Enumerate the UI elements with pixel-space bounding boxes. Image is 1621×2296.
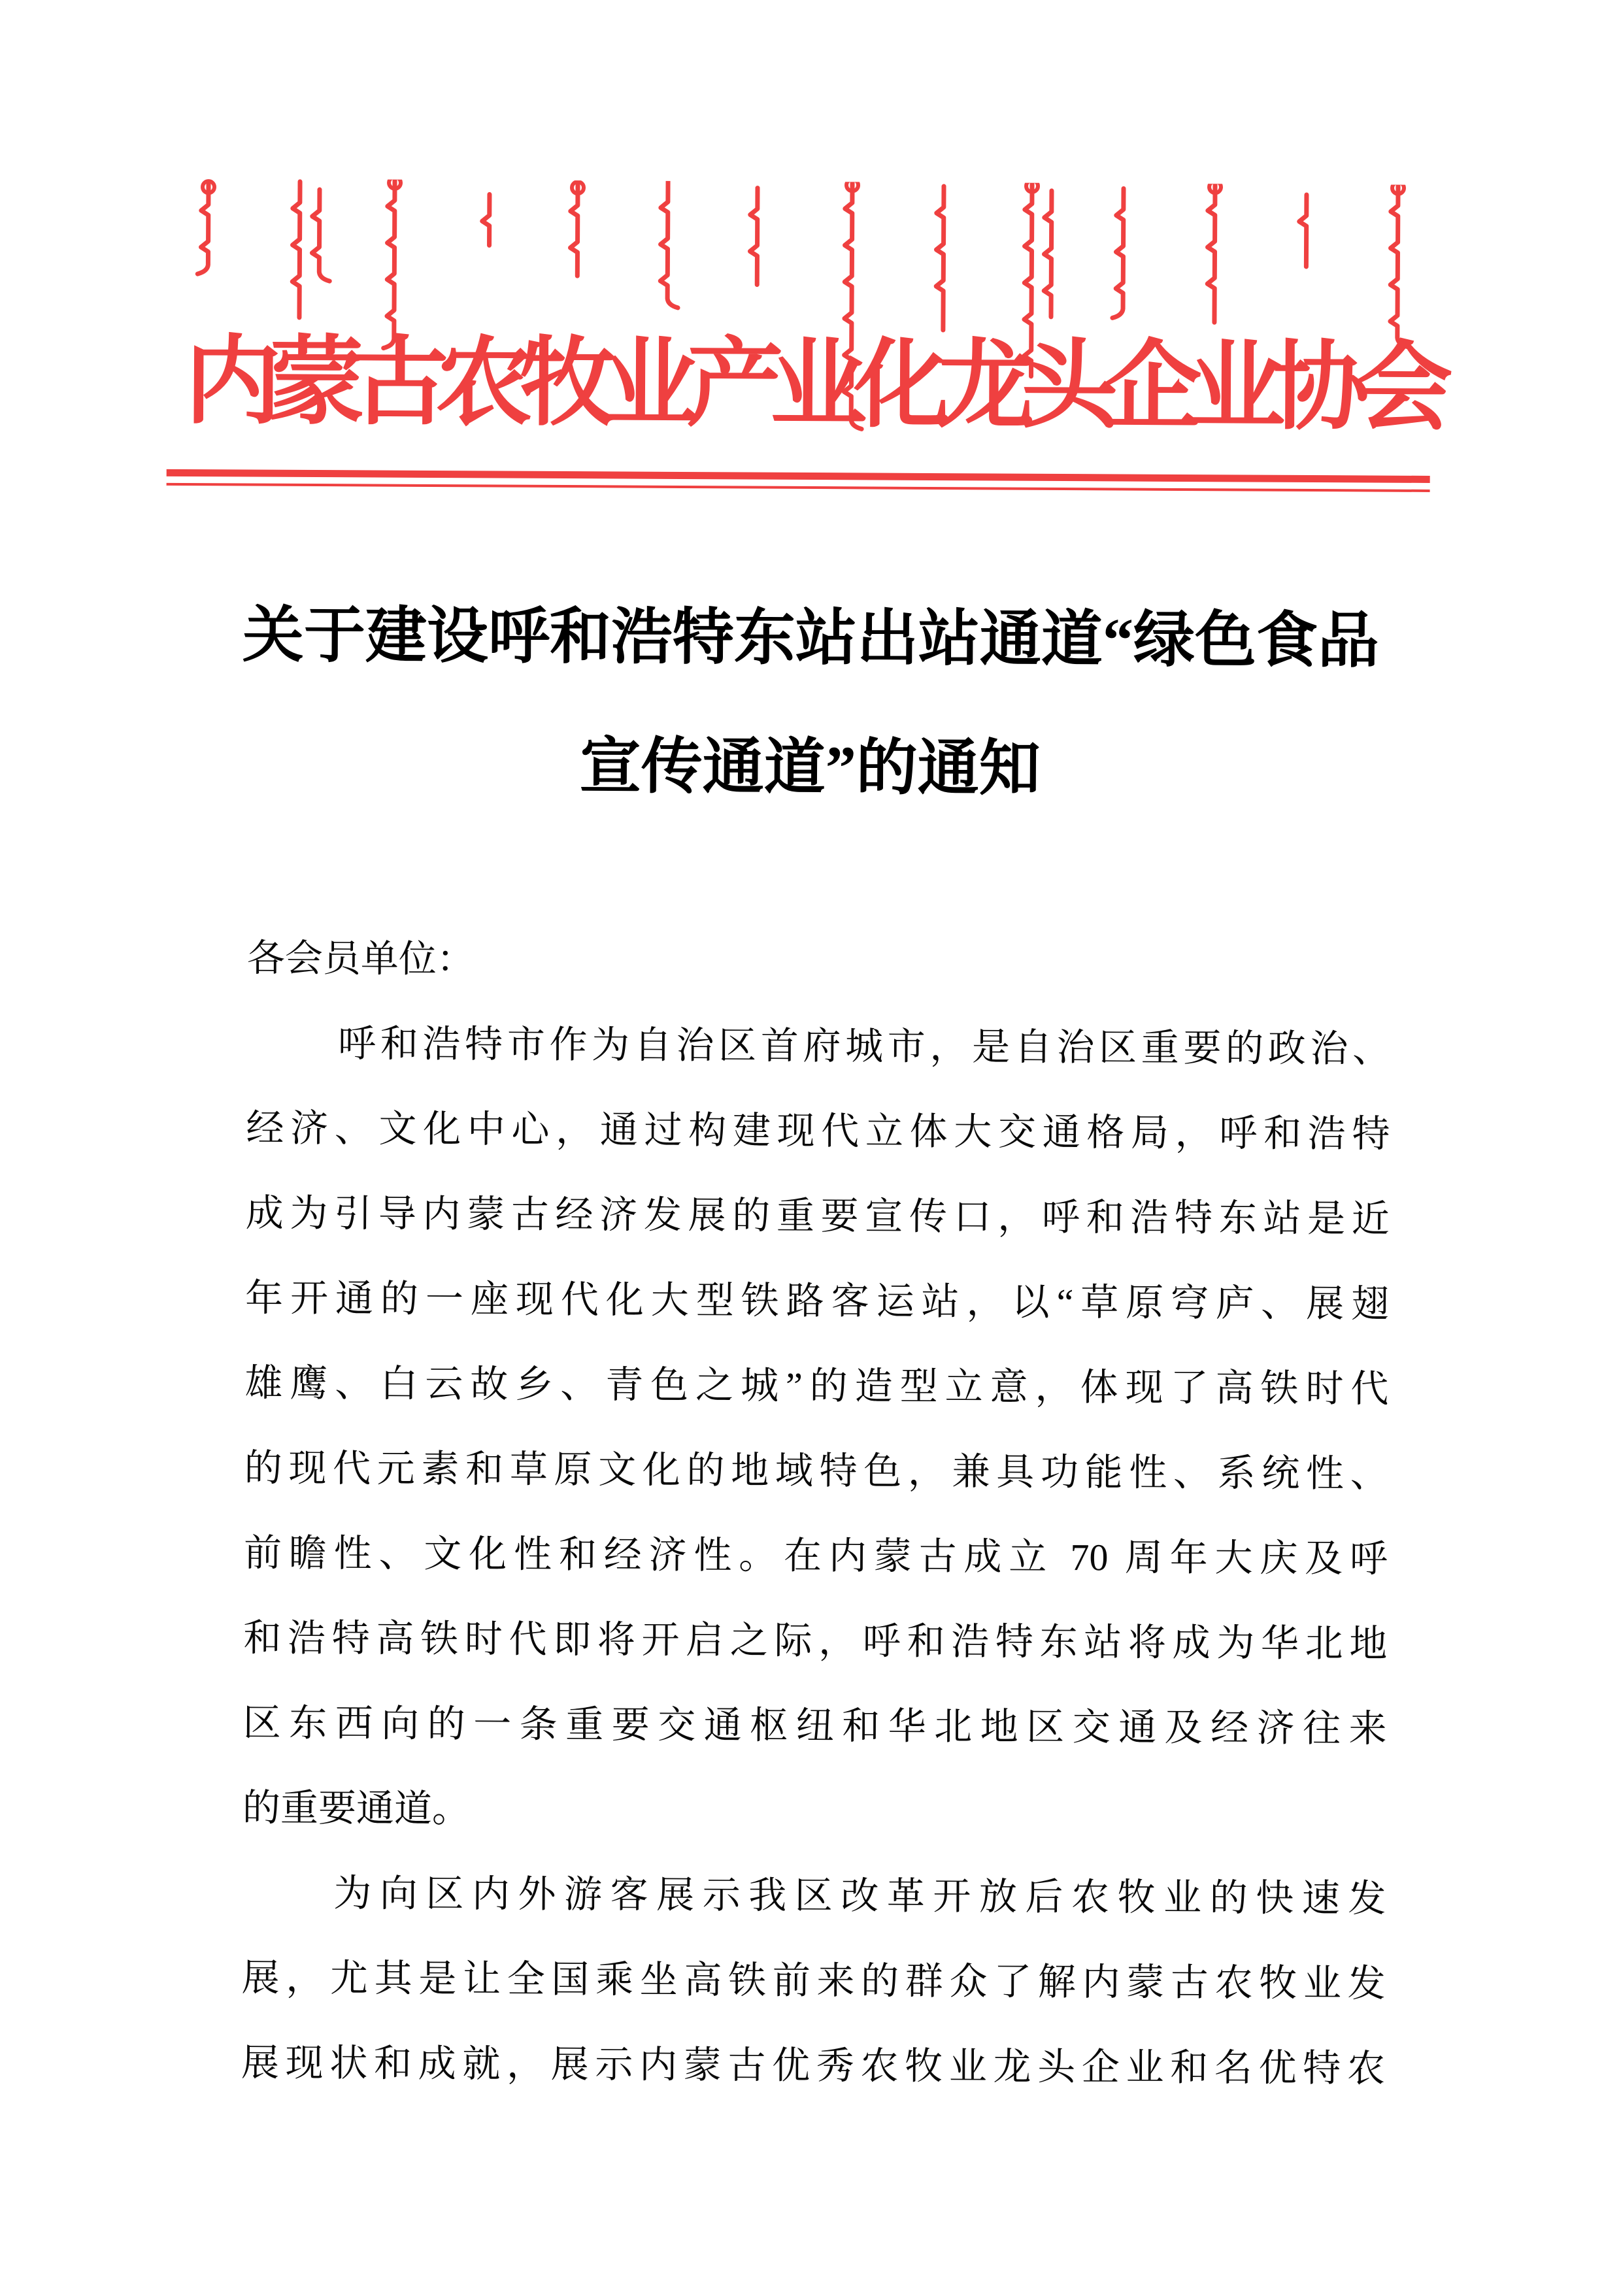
title-line-1: 关于建设呼和浩特东站出站通道“绿色食品 bbox=[242, 601, 1380, 676]
body-line: 区东西向的一条重要交通枢纽和华北地区交通及经济往来 bbox=[242, 1701, 1387, 1750]
body-line: 展现状和成就，展示内蒙古优秀农牧业龙头企业和名优特农 bbox=[241, 2041, 1386, 2090]
body-line: 经济、文化中心，通过构建现代立体大交通格局，呼和浩特 bbox=[246, 1106, 1390, 1156]
body-line: 成为引导内蒙古经济发展的重要宣传口，呼和浩特东站是近 bbox=[245, 1191, 1390, 1240]
body-line: 为向区内外游客展示我区改革开放后农牧业的快速发 bbox=[333, 1872, 1386, 1920]
body-line: 年开通的一座现代化大型铁路客运站，以“草原穹庐、展翅 bbox=[244, 1276, 1390, 1325]
body-line: 的重要通道。 bbox=[242, 1786, 471, 1831]
org-name: 内蒙古农牧业产业化龙头企业协会 bbox=[184, 328, 1440, 443]
body-line: 的现代元素和草原文化的地域特色，兼具功能性、系统性、 bbox=[244, 1446, 1388, 1495]
title-line-2: 宣传通道”的通知 bbox=[579, 733, 1041, 803]
body-line: 前瞻性、文化性和经济性。在内蒙古成立 70 周年大庆及呼 bbox=[243, 1531, 1388, 1580]
body-text bbox=[241, 916, 1392, 2111]
letterhead-rule-thick bbox=[167, 469, 1430, 483]
body-line: 雄鹰、白云故乡、青色之城”的造型立意，体现了高铁时代 bbox=[244, 1361, 1389, 1410]
salutation: 各会员单位： bbox=[246, 937, 475, 981]
body-line: 展，尤其是让全国乘坐高铁前来的群众了解内蒙古农牧业发 bbox=[241, 1956, 1386, 2005]
body-line: 呼和浩特市作为自治区首府城市，是自治区重要的政治、 bbox=[337, 1022, 1391, 1071]
document-title bbox=[163, 571, 1458, 836]
letterhead-rule-thin bbox=[167, 483, 1430, 492]
body-line: 和浩特高铁时代即将开启之际，呼和浩特东站将成为华北地 bbox=[243, 1616, 1388, 1665]
